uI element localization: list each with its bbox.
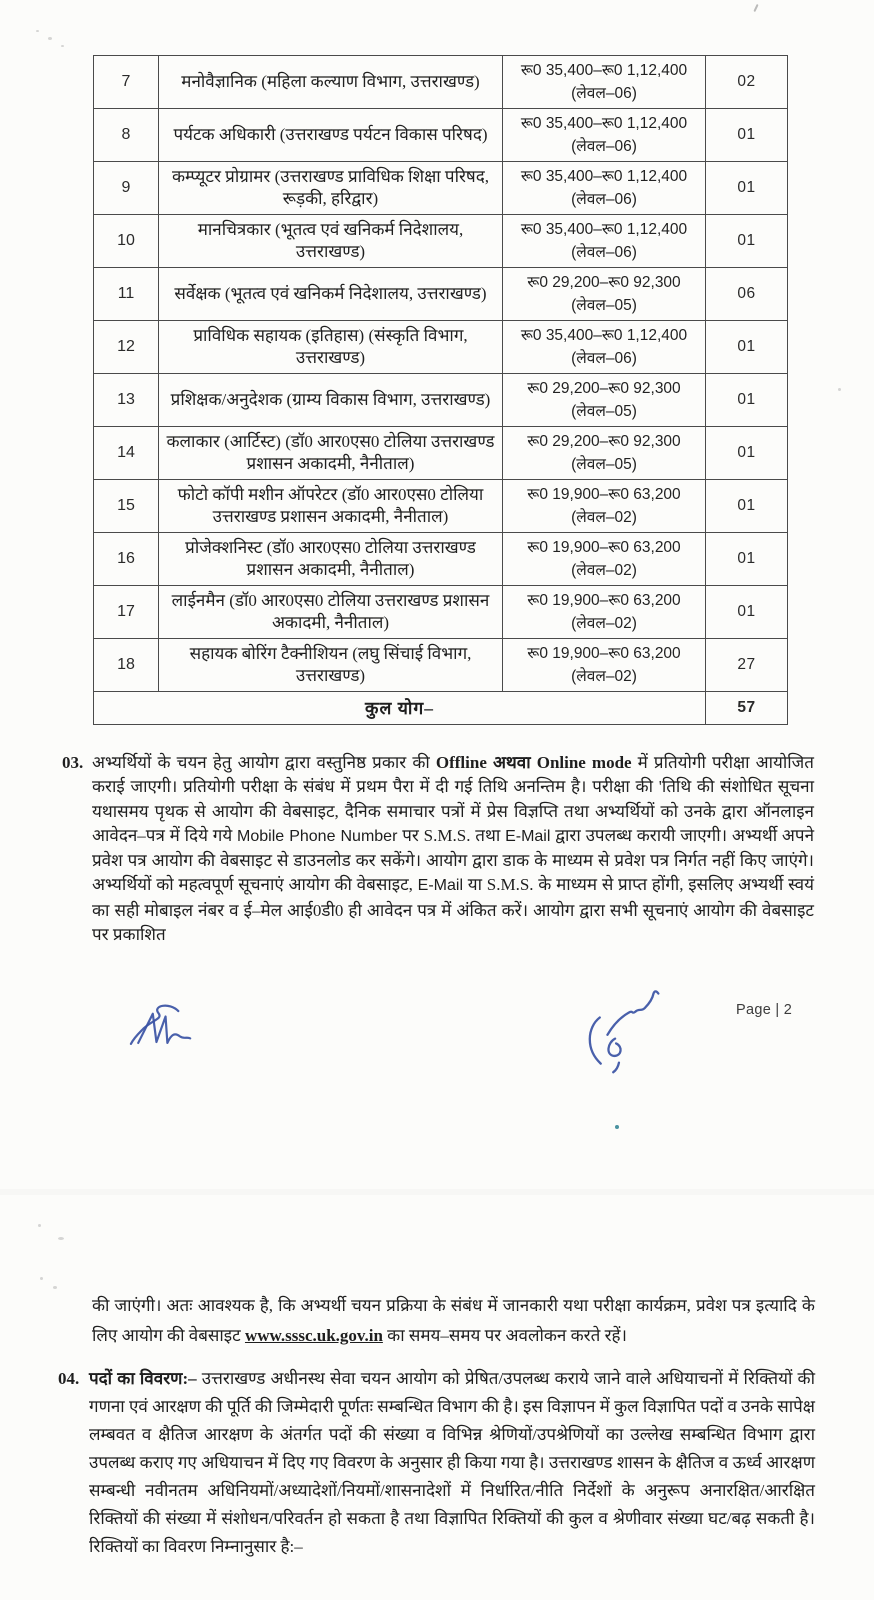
cell-pay-line1: रू0 19,900–रू0 63,200: [527, 485, 681, 503]
cell-serial: 11: [94, 268, 159, 321]
cell-count: 01: [706, 321, 788, 374]
cell-count: 06: [706, 268, 788, 321]
page-number-label: Page | 2: [736, 1002, 793, 1018]
cell-pay-line1: रू0 35,400–रू0 1,12,400: [520, 220, 688, 238]
table-row: [94, 639, 788, 692]
table-row: [94, 109, 788, 162]
cell-serial: 18: [94, 639, 159, 692]
scan-artifact: [36, 30, 39, 32]
cell-serial: 13: [94, 374, 159, 427]
cell-post: मनोवैज्ञानिक (महिला कल्याण विभाग, उत्तराखण्ड): [159, 56, 503, 109]
cell-pay: [503, 268, 706, 321]
vacancy-table: [93, 55, 788, 725]
cell-pay: [503, 480, 706, 533]
cell-count: 02: [706, 56, 788, 109]
cell-serial: 14: [94, 427, 159, 480]
cell-serial: 12: [94, 321, 159, 374]
cell-pay: [503, 56, 706, 109]
table-row: [94, 374, 788, 427]
scan-artifact: [753, 4, 758, 12]
ink-dot-artifact: [615, 1125, 619, 1129]
table-row: [94, 586, 788, 639]
para-continuation: [92, 1291, 815, 1351]
cell-pay: [503, 162, 706, 215]
cell-pay-line1: रू0 35,400–रू0 1,12,400: [520, 61, 688, 79]
para-04-number: 04.: [58, 1369, 80, 1388]
scan-artifact: [61, 45, 64, 47]
para-04: [58, 1365, 815, 1561]
cell-pay-line2: (लेवल–05): [571, 297, 637, 314]
cell-count: 01: [706, 480, 788, 533]
cell-pay: [503, 586, 706, 639]
cell-pay-line2: (लेवल–06): [571, 85, 637, 102]
cell-pay-line1: रू0 35,400–रू0 1,12,400: [520, 114, 688, 132]
cell-pay-line1: रू0 29,200–रू0 92,300: [527, 379, 681, 397]
cell-count: 01: [706, 533, 788, 586]
cell-pay: [503, 109, 706, 162]
para-03-number: 03.: [62, 753, 84, 772]
para-03: [62, 751, 814, 947]
cell-pay-line1: रू0 29,200–रू0 92,300: [527, 273, 681, 291]
table-row: [94, 56, 788, 109]
table-row: [94, 162, 788, 215]
cell-pay: [503, 321, 706, 374]
scan-artifact: [40, 1277, 43, 1280]
cell-pay-line2: (लेवल–06): [571, 244, 637, 261]
scan-artifact: [53, 1286, 57, 1289]
total-label-cell: कुल योग–: [94, 692, 706, 725]
cell-pay-line1: रू0 19,900–रू0 63,200: [527, 644, 681, 662]
para-04-text: पदों का विवरण:– उत्तराखण्ड अधीनस्थ सेवा चयन आयोग को प्रेषित/उपलब्ध कराये जाने वाले अधियाचनों में रिक्तियों की गणना एवं आरक्षण की पूर्ति की जिम्मेदारी पूर्णतः सम्बन्धित विभाग की है। इस विज्ञापन में कुल विज्ञापित पदों व उनके सापेक्ष लम्बवत व क्षैतिज आरक्षण के अंतर्गत पदों की संख्या व विभिन्न श्रेणियों/उपश्रेणियों का उल्लेख सम्बन्धित विभाग द्वारा उपलब्ध कराए गए अधियाचन में दिए गए विवरण के अनुसार ही किया गया है। उत्तराखण्ड शासन के क्षैतिज व ऊर्ध्व आरक्षण सम्बन्धी नवीनतम अधिनियमों/अध्यादेशों/नियमों/शासनादेशों में निर्धारित/नीति निर्देशों के अनुरूप अनारक्षित/आरक्षित रिक्तियों की संख्या में संशोधन/परिवर्तन हो सकता है तथा विज्ञापित रिक्तियों की कुल व श्रेणीवार संख्या घट/बढ़ सकती है। रिक्तियों का विवरण निम्नानुसार है:–: [89, 1369, 815, 1556]
table-row: [94, 427, 788, 480]
cell-post: सहायक बोरिंग टैक्नीशियन (लघु सिंचाई विभाग, उत्तराखण्ड): [159, 639, 503, 692]
table-row: [94, 268, 788, 321]
cell-post: सर्वेक्षक (भूतत्व एवं खनिकर्म निदेशालय, उत्तराखण्ड): [159, 268, 503, 321]
cell-pay: [503, 639, 706, 692]
cell-count: 01: [706, 109, 788, 162]
cell-count: 27: [706, 639, 788, 692]
cell-pay: [503, 215, 706, 268]
vacancy-table-footer: [94, 692, 788, 725]
cell-serial: 8: [94, 109, 159, 162]
cell-pay-line2: (लेवल–06): [571, 191, 637, 208]
table-row: [94, 533, 788, 586]
cell-pay-line2: (लेवल–05): [571, 403, 637, 420]
cell-pay-line2: (लेवल–06): [571, 350, 637, 367]
cell-count: 01: [706, 215, 788, 268]
cell-serial: 17: [94, 586, 159, 639]
cell-pay-line1: रू0 19,900–रू0 63,200: [527, 591, 681, 609]
cell-pay-line2: (लेवल–02): [571, 509, 637, 526]
cell-post: लाईनमैन (डॉ0 आर0एस0 टोलिया उत्तराखण्ड प्रशासन अकादमी, नैनीताल): [159, 586, 503, 639]
cell-pay-line2: (लेवल–02): [571, 668, 637, 685]
cell-count: 01: [706, 162, 788, 215]
scan-artifact: [38, 1224, 41, 1227]
signature-ink-right: [570, 982, 666, 1078]
para-03-text: अभ्यर्थियों के चयन हेतु आयोग द्वारा वस्तुनिष्ठ प्रकार की Offline अथवा Online mode में प्रतियोगी परीक्षा आयोजित कराई जाएगी। प्रतियोगी परीक्षा के संबंध में प्रथम पैरा में दी गई तिथि अनन्तिम है। परीक्षा की 'तिथि की संशोधित सूचना यथासमय पृथक से आयोग की वेबसाइट, दैनिक समाचार पत्रों में प्रेस विज्ञप्ति तथा अभ्यर्थियों को उनके द्वारा ऑनलाइन आवेदन–पत्र में दिये गये Mobile Phone Number पर S.M.S. तथा E-Mail द्वारा उपलब्ध करायी जाएगी। अभ्यर्थी अपने प्रवेश पत्र आयोग की वेबसाइट से डाउनलोड कर सकेंगे। आयोग द्वारा डाक के माध्यम से प्रवेश पत्र निर्गत नहीं किए जाएंगे। अभ्यर्थियों को महत्वपूर्ण सूचनाएं आयोग की वेबसाइट, E-Mail या S.M.S. के माध्यम से प्राप्त होंगी, इसलिए अभ्यर्थी स्वयं का सही मोबाइल नंबर व ई–मेल आई0डी0 ही आवेदन पत्र में अंकित करें। आयोग द्वारा सभी सूचनाएं आयोग की वेबसाइट पर प्रकाशित: [92, 753, 815, 945]
cell-pay: [503, 427, 706, 480]
cell-count: 01: [706, 427, 788, 480]
cell-count: 01: [706, 586, 788, 639]
table-row: [94, 480, 788, 533]
cell-pay-line2: (लेवल–05): [571, 456, 637, 473]
cell-pay: [503, 374, 706, 427]
cell-pay-line1: रू0 19,900–रू0 63,200: [527, 538, 681, 556]
scan-band-artifact: [0, 1189, 874, 1195]
cell-post: प्रशिक्षक/अनुदेशक (ग्राम्य विकास विभाग, उत्तराखण्ड): [159, 374, 503, 427]
cell-pay-line1: रू0 35,400–रू0 1,12,400: [520, 167, 688, 185]
table-total-row: [94, 692, 788, 725]
cell-count: 01: [706, 374, 788, 427]
cell-serial: 16: [94, 533, 159, 586]
scan-artifact: [58, 1237, 64, 1240]
cell-serial: 7: [94, 56, 159, 109]
cell-serial: 15: [94, 480, 159, 533]
cell-serial: 10: [94, 215, 159, 268]
cell-pay-line2: (लेवल–02): [571, 615, 637, 632]
cell-post: कम्प्यूटर प्रोग्रामर (उत्तराखण्ड प्राविधिक शिक्षा परिषद, रूड़की, हरिद्वार): [159, 162, 503, 215]
cell-post: मानचित्रकार (भूतत्व एवं खनिकर्म निदेशालय, उत्तराखण्ड): [159, 215, 503, 268]
total-value-cell: 57: [706, 692, 788, 725]
para-continuation-text: की जाएंगी। अतः आवश्यक है, कि अभ्यर्थी चयन प्रक्रिया के संबंध में जानकारी यथा परीक्षा कार्यक्रम, प्रवेश पत्र इत्यादि के लिए आयोग की वेबसाइट www.sssc.uk.gov.in का समय–समय पर अवलोकन करते रहें।: [92, 1296, 815, 1345]
cell-pay: [503, 533, 706, 586]
cell-pay-line2: (लेवल–06): [571, 138, 637, 155]
scan-artifact: [48, 37, 52, 40]
cell-post: पर्यटक अधिकारी (उत्तराखण्ड पर्यटन विकास परिषद): [159, 109, 503, 162]
cell-pay-line1: रू0 35,400–रू0 1,12,400: [520, 326, 688, 344]
cell-pay-line1: रू0 29,200–रू0 92,300: [527, 432, 681, 450]
table-row: [94, 321, 788, 374]
cell-pay-line2: (लेवल–02): [571, 562, 637, 579]
cell-post: कलाकार (आर्टिस्ट) (डॉ0 आर0एस0 टोलिया उत्तराखण्ड प्रशासन अकादमी, नैनीताल): [159, 427, 503, 480]
cell-post: प्राविधिक सहायक (इतिहास) (संस्कृति विभाग, उत्तराखण्ड): [159, 321, 503, 374]
table-row: [94, 215, 788, 268]
scan-artifact: [838, 388, 841, 391]
vacancy-table-body: [94, 56, 788, 692]
signature-ink-left: [120, 1000, 202, 1064]
cell-serial: 9: [94, 162, 159, 215]
cell-post: प्रोजेक्शनिस्ट (डॉ0 आर0एस0 टोलिया उत्तराखण्ड प्रशासन अकादमी, नैनीताल): [159, 533, 503, 586]
cell-post: फोटो कॉपी मशीन ऑपरेटर (डॉ0 आर0एस0 टोलिया उत्तराखण्ड प्रशासन अकादमी, नैनीताल): [159, 480, 503, 533]
